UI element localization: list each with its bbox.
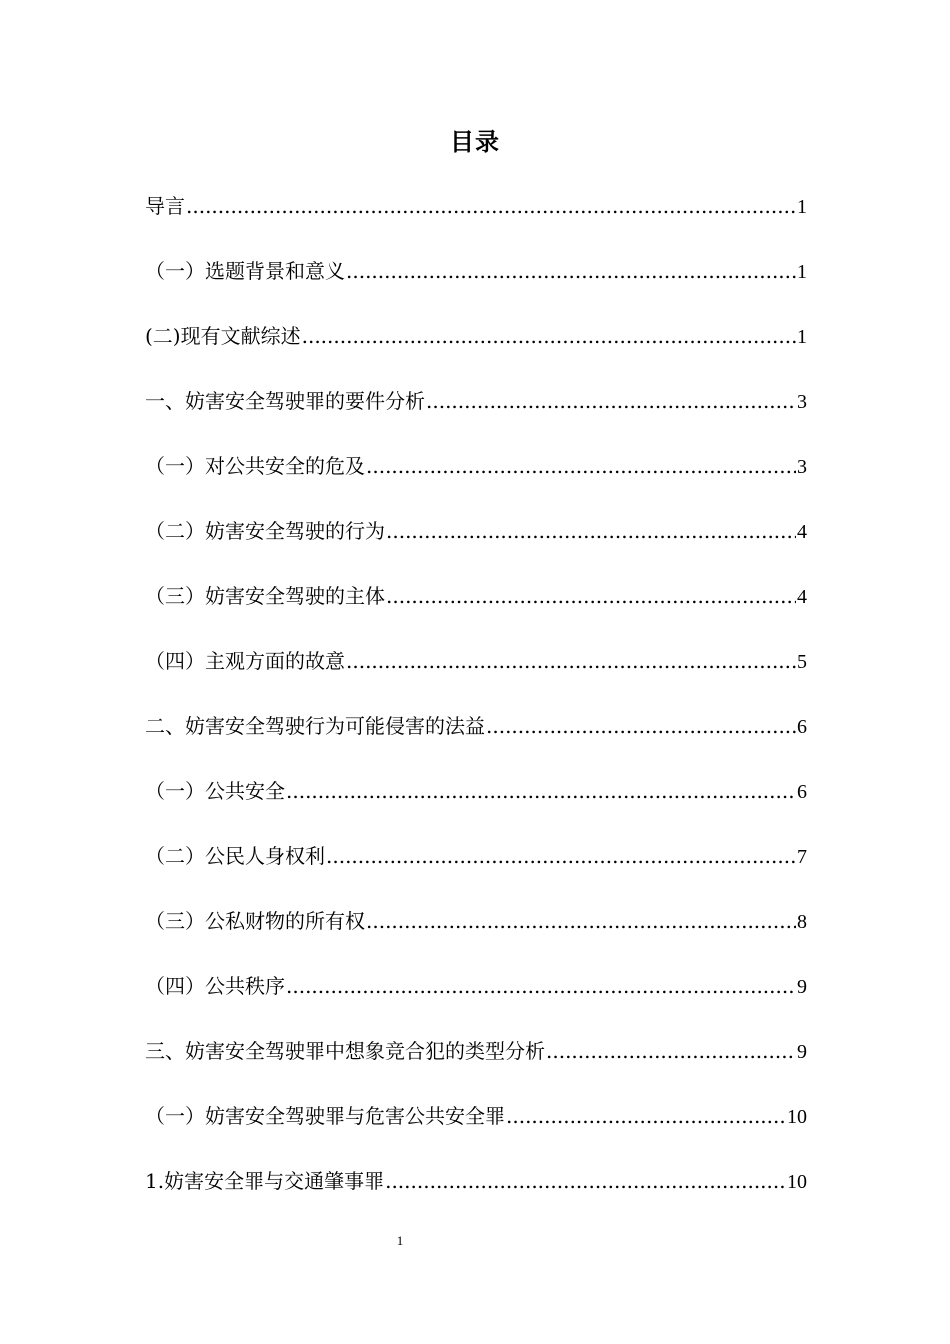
toc-entry[interactable]	[145, 381, 807, 446]
toc-entry-text: 1.妨害安全罪与交通肇事罪	[145, 1169, 385, 1193]
toc-entry[interactable]	[145, 641, 807, 706]
toc-leader-dots	[286, 966, 796, 1006]
toc-entry-page: 4	[797, 586, 807, 608]
toc-entry-page: 8	[797, 911, 807, 933]
toc-entry-text: （一）公共安全	[145, 779, 285, 803]
toc-entry[interactable]	[145, 1031, 807, 1096]
toc-leader-dots	[385, 1161, 786, 1201]
toc-leader-dots	[506, 1096, 786, 1136]
toc-entry[interactable]	[145, 316, 807, 381]
toc-entry[interactable]	[145, 771, 807, 836]
toc-entry-text: （一）对公共安全的危及	[145, 454, 365, 478]
toc-leader-dots	[286, 771, 796, 811]
toc-entry-text: （一）妨害安全驾驶罪与危害公共安全罪	[145, 1104, 505, 1128]
toc-entry[interactable]	[145, 576, 807, 641]
toc-leader-dots	[366, 446, 796, 486]
toc-entry[interactable]	[145, 186, 807, 251]
footer-page-number: 1	[396, 1233, 404, 1248]
toc-entry-page: 9	[797, 976, 807, 998]
toc-entry-text: （一）选题背景和意义	[145, 259, 345, 283]
toc-entry[interactable]	[145, 1096, 807, 1161]
toc-leader-dots	[386, 511, 796, 551]
toc-entry[interactable]	[145, 1161, 807, 1226]
toc-entry-page: 4	[797, 521, 807, 543]
toc-entry[interactable]	[145, 966, 807, 1031]
toc-list	[145, 186, 807, 1226]
toc-entry-page: 1	[797, 261, 807, 283]
toc-entry[interactable]	[145, 511, 807, 576]
toc-entry-page: 1	[797, 196, 807, 218]
toc-entry-page: 10	[787, 1106, 807, 1128]
toc-entry[interactable]	[145, 446, 807, 511]
toc-title: 目录	[450, 128, 500, 156]
toc-leader-dots	[186, 186, 796, 226]
toc-entry[interactable]	[145, 901, 807, 966]
toc-leader-dots	[346, 641, 796, 681]
toc-entry-page: 3	[797, 391, 807, 413]
toc-entry-text: 一、妨害安全驾驶罪的要件分析	[145, 389, 425, 413]
toc-entry[interactable]	[145, 706, 807, 771]
toc-entry-page: 10	[787, 1171, 807, 1193]
toc-entry-text: 三、妨害安全驾驶罪中想象竞合犯的类型分析	[145, 1039, 545, 1063]
toc-entry-text: 导言	[145, 194, 185, 218]
toc-entry-text: （四）主观方面的故意	[145, 649, 345, 673]
toc-entry[interactable]	[145, 836, 807, 901]
toc-leader-dots	[426, 381, 796, 421]
toc-entry-page: 1	[797, 326, 807, 348]
toc-leader-dots	[302, 316, 796, 356]
toc-leader-dots	[326, 836, 796, 876]
toc-entry-page: 5	[797, 651, 807, 673]
toc-entry-text: （二）妨害安全驾驶的行为	[145, 519, 385, 543]
toc-entry-text: (二)现有文献综述	[145, 324, 301, 348]
toc-leader-dots	[386, 576, 796, 616]
toc-entry-text: （二）公民人身权利	[145, 844, 325, 868]
toc-entry[interactable]	[145, 251, 807, 316]
toc-entry-text: （三）公私财物的所有权	[145, 909, 365, 933]
toc-entry-text: （三）妨害安全驾驶的主体	[145, 584, 385, 608]
toc-leader-dots	[486, 706, 796, 746]
toc-leader-dots	[346, 251, 796, 291]
toc-entry-page: 6	[797, 716, 807, 738]
toc-entry-page: 3	[797, 456, 807, 478]
toc-entry-text: 二、妨害安全驾驶行为可能侵害的法益	[145, 714, 485, 738]
toc-leader-dots	[546, 1031, 796, 1071]
toc-entry-page: 9	[797, 1041, 807, 1063]
toc-entry-text: （四）公共秩序	[145, 974, 285, 998]
toc-leader-dots	[366, 901, 796, 941]
toc-entry-page: 7	[797, 846, 807, 868]
toc-entry-page: 6	[797, 781, 807, 803]
